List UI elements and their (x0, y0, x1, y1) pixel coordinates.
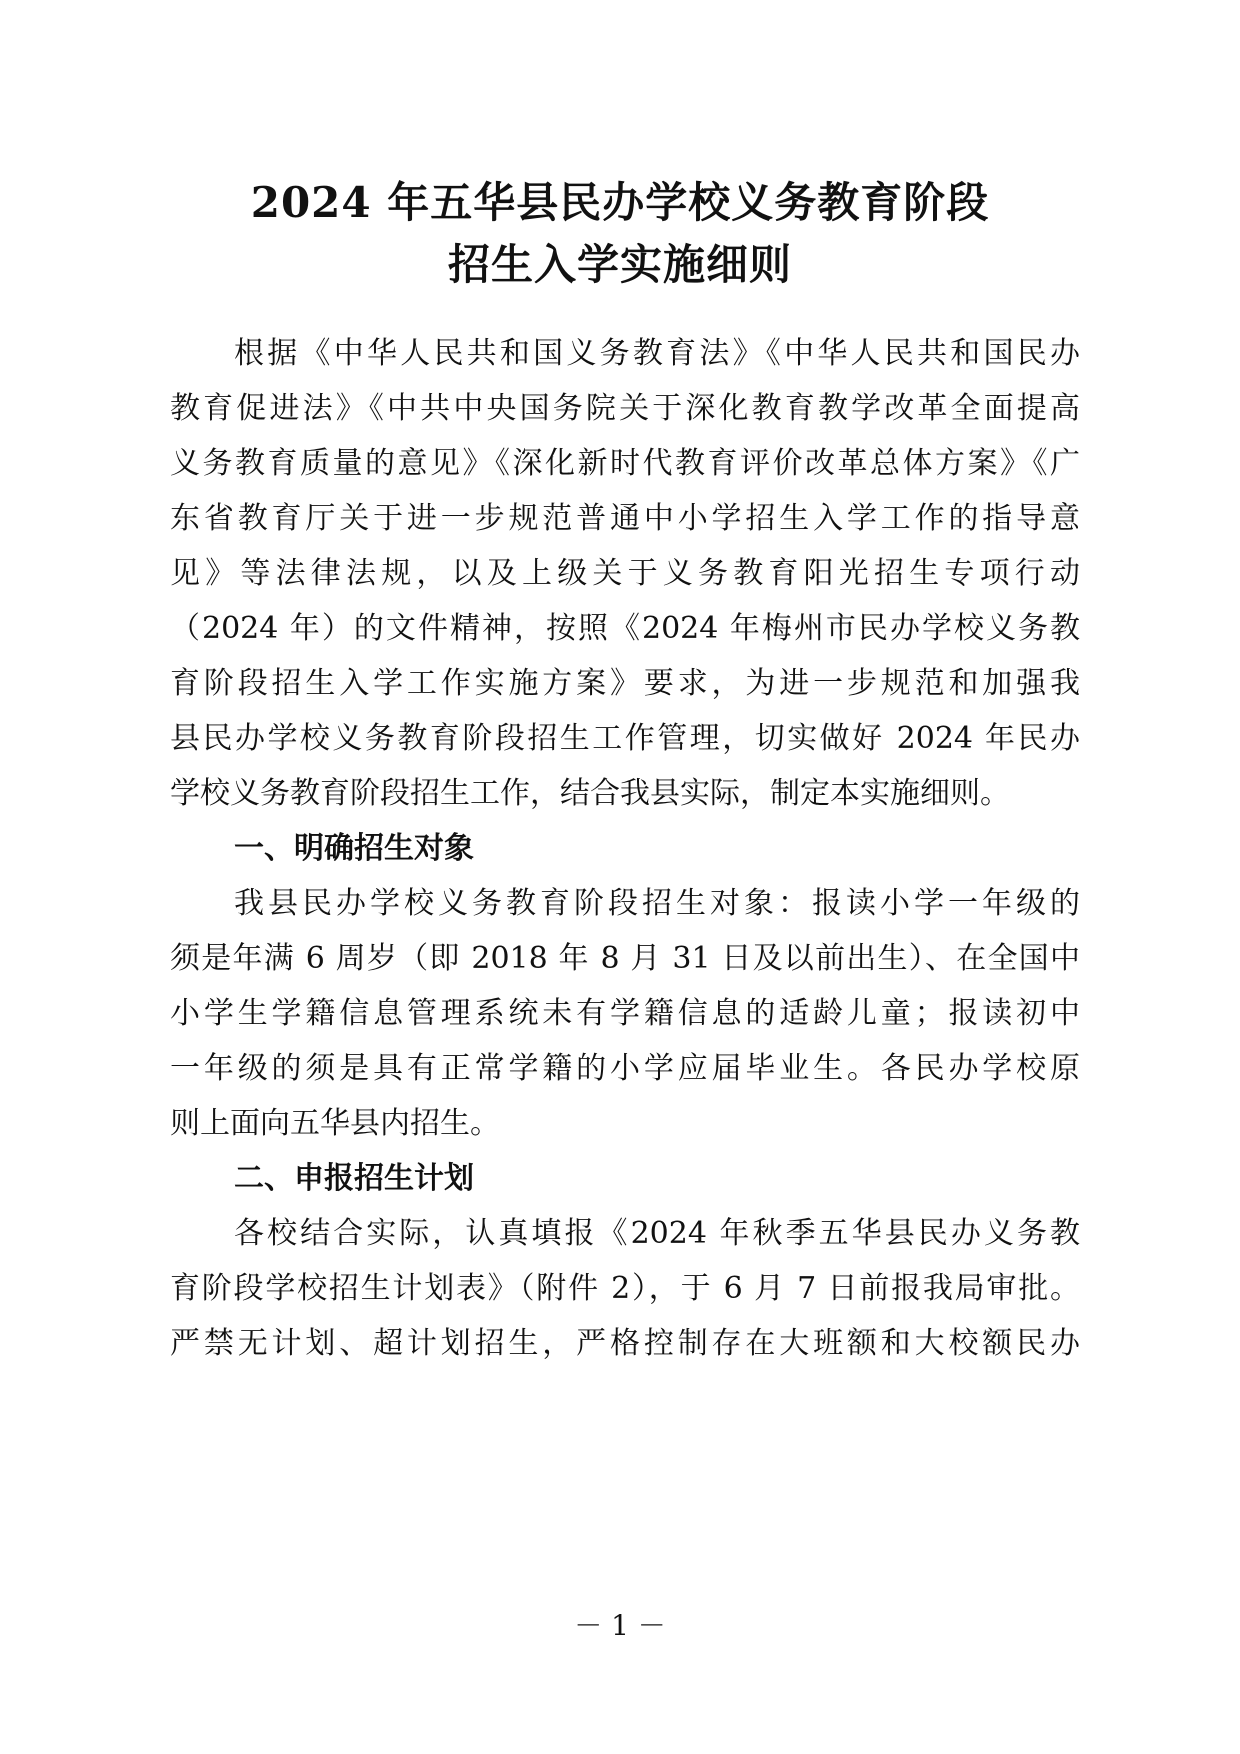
intro-line: 根据《中华人民共和国义务教育法》《中华人民共和国民办 (234, 336, 1080, 371)
intro-line: 义务教育质量的意见》《深化新时代教育评价改革总体方案》《广 (170, 446, 1080, 481)
section1-line: 须是年满 6 周岁（即 2018 年 8 月 31 日及以前出生）、在全国中 (170, 941, 1080, 976)
section1-line: 小学生学籍信息管理系统未有学籍信息的适龄儿童；报读初中 (170, 996, 1080, 1031)
section2-line: 各校结合实际，认真填报《2024 年秋季五华县民办义务教 (234, 1216, 1080, 1251)
document-title-line1: 2024 年五华县民办学校义务教育阶段 (250, 178, 990, 227)
intro-line: 育阶段招生入学工作实施方案》要求，为进一步规范和加强我 (170, 666, 1080, 701)
section-heading: 一、明确招生对象 (234, 831, 474, 866)
intro-line: 学校义务教育阶段招生工作，结合我县实际，制定本实施细则。 (170, 776, 1010, 811)
page-number: － 1 － (574, 1609, 666, 1642)
intro-line: 东省教育厅关于进一步规范普通中小学招生入学工作的指导意 (170, 501, 1080, 536)
section1-line: 一年级的须是具有正常学籍的小学应届毕业生。各民办学校原 (170, 1051, 1080, 1086)
intro-line: （2024 年）的文件精神，按照《2024 年梅州市民办学校义务教 (170, 611, 1080, 646)
intro-line: 见》等法律法规，以及上级关于义务教育阳光招生专项行动 (170, 556, 1080, 591)
section1-line: 我县民办学校义务教育阶段招生对象：报读小学一年级的 (234, 886, 1080, 921)
section2-line: 严禁无计划、超计划招生，严格控制存在大班额和大校额民办 (170, 1326, 1080, 1361)
intro-line: 教育促进法》《中共中央国务院关于深化教育教学改革全面提高 (170, 391, 1080, 426)
section1-line: 则上面向五华县内招生。 (170, 1106, 500, 1141)
section-heading: 二、申报招生计划 (234, 1161, 474, 1196)
document-title-line2: 招生入学实施细则 (447, 240, 792, 289)
section2-line: 育阶段学校招生计划表》（附件 2），于 6 月 7 日前报我局审批。 (170, 1271, 1080, 1306)
intro-line: 县民办学校义务教育阶段招生工作管理，切实做好 2024 年民办 (170, 721, 1080, 756)
